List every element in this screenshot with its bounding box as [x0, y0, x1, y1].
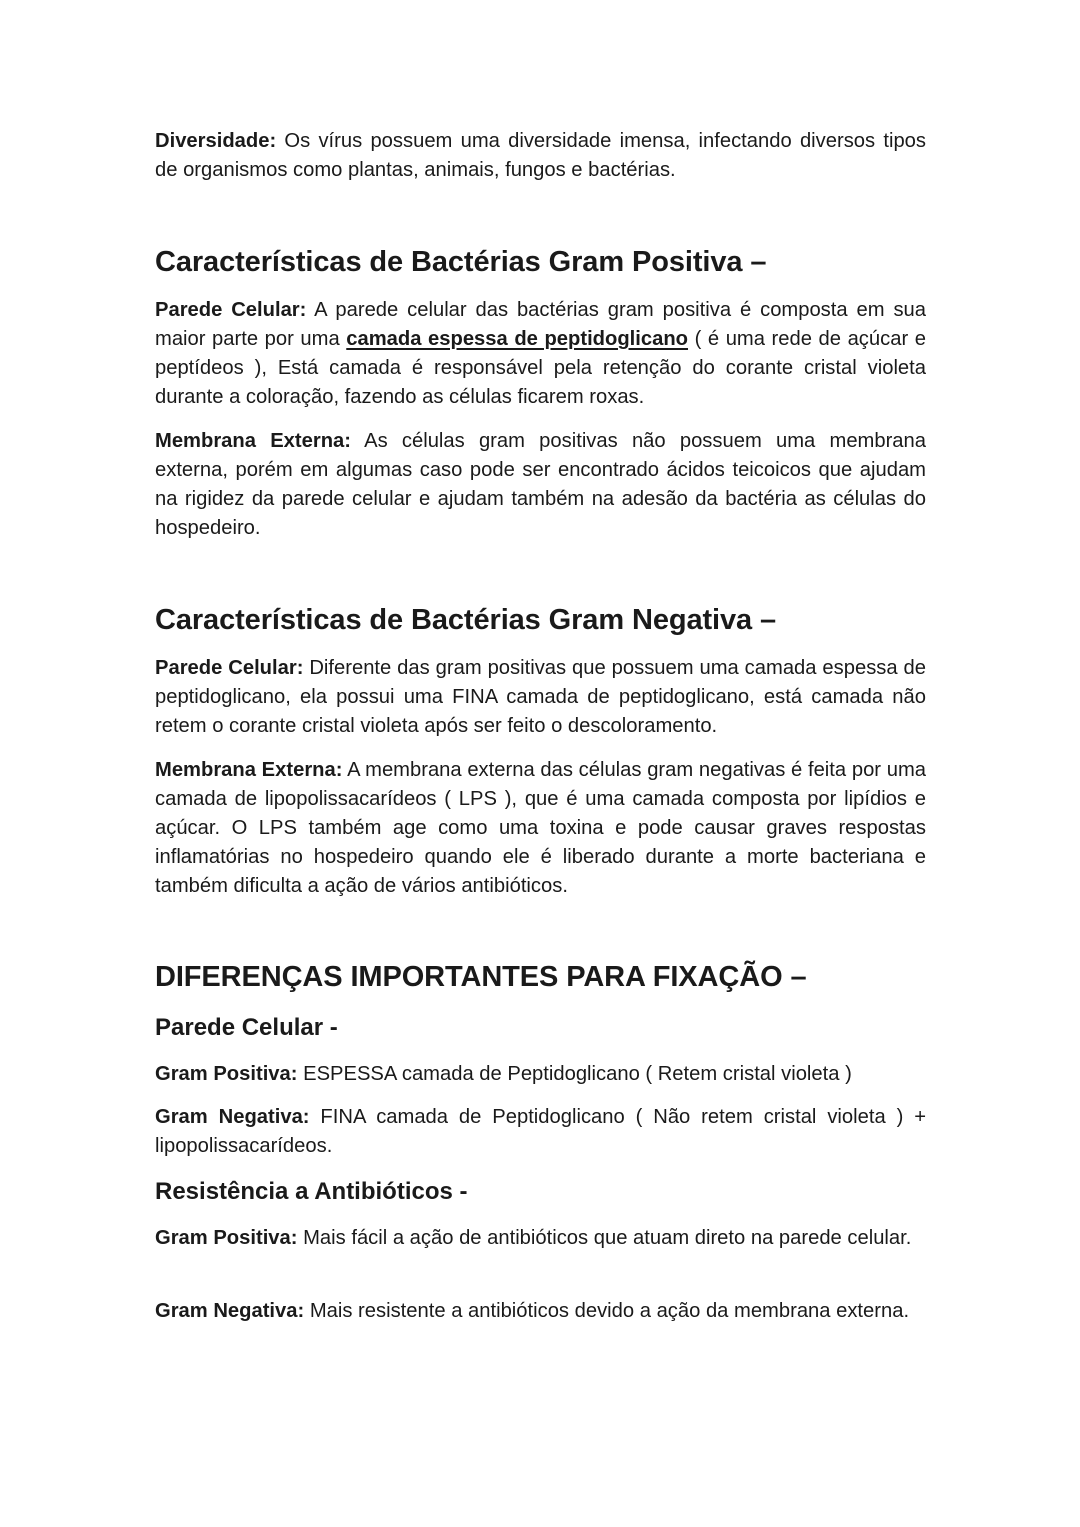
heading-gram-negative: Características de Bactérias Gram Negativa –: [155, 604, 777, 636]
subheading-antibiotics: Resistência a Antibióticos -: [155, 1178, 468, 1205]
paragraph-diff-cw-positive: Gram Positiva: ESPESSA camada de Peptidoglicano ( Retem cristal violeta ): [155, 1063, 852, 1085]
paragraph-gp-outer-membrane: Membrana Externa: As células gram positivas não possuem uma membrana externa, porém em algumas caso pode ser encontrado ácidos teicoicos que ajudam na rigidez da parede celular e ajudam também na adesão da bactéria as células do hospedeiro.: [155, 430, 926, 539]
heading-differences: DIFERENÇAS IMPORTANTES PARA FIXAÇÃO –: [155, 961, 807, 993]
paragraph-gn-outer-membrane: Membrana Externa: A membrana externa das células gram negativas é feita por uma camada de lipopolissacarídeos ( LPS ), que é uma camada composta por lipídios e açúcar. O LPS também age como uma toxina e pode causar graves respostas inflamatórias no hospedeiro quando ele é liberado durante a morte bacteriana e também dificulta a ação de vários antibióticos.: [155, 759, 927, 897]
highlight-peptidoglycan: camada espessa de peptidoglicano: [346, 328, 689, 350]
paragraph-gn-cell-wall: Parede Celular: Diferente das gram positivas que possuem uma camada espessa de peptidoglicano, ela possui uma FINA camada de peptidoglicano, está camada não retem o corante cristal violeta após ser feito o descoloramento.: [155, 657, 926, 737]
paragraph-diff-ab-positive: Gram Positiva: Mais fácil a ação de antibióticos que atuam direto na parede celular.: [155, 1227, 912, 1249]
subheading-cell-wall: Parede Celular -: [155, 1014, 338, 1041]
label-diversity: Diversidade:: [155, 130, 277, 152]
paragraph-diff-cw-negative: Gram Negativa: FINA camada de Peptidoglicano ( Não retem cristal violeta ) + lipopolissacarídeos.: [155, 1106, 926, 1157]
heading-gram-positive: Características de Bactérias Gram Positiva –: [155, 246, 767, 278]
paragraph-diversity: Diversidade: Os vírus possuem uma diversidade imensa, infectando diversos tipos de organismos como plantas, animais, fungos e bactérias.: [155, 130, 926, 181]
paragraph-gp-cell-wall: Parede Celular: A parede celular das bactérias gram positiva é composta em sua maior parte por uma camada espessa de peptidoglicano ( é uma rede de açúcar e peptídeos ), Está camada é responsável pela retenção do corante cristal violeta durante a coloração, fazendo as células ficarem roxas.: [155, 299, 926, 408]
paragraph-diff-ab-negative: Gram Negativa: Mais resistente a antibióticos devido a ação da membrana externa.: [155, 1300, 910, 1322]
